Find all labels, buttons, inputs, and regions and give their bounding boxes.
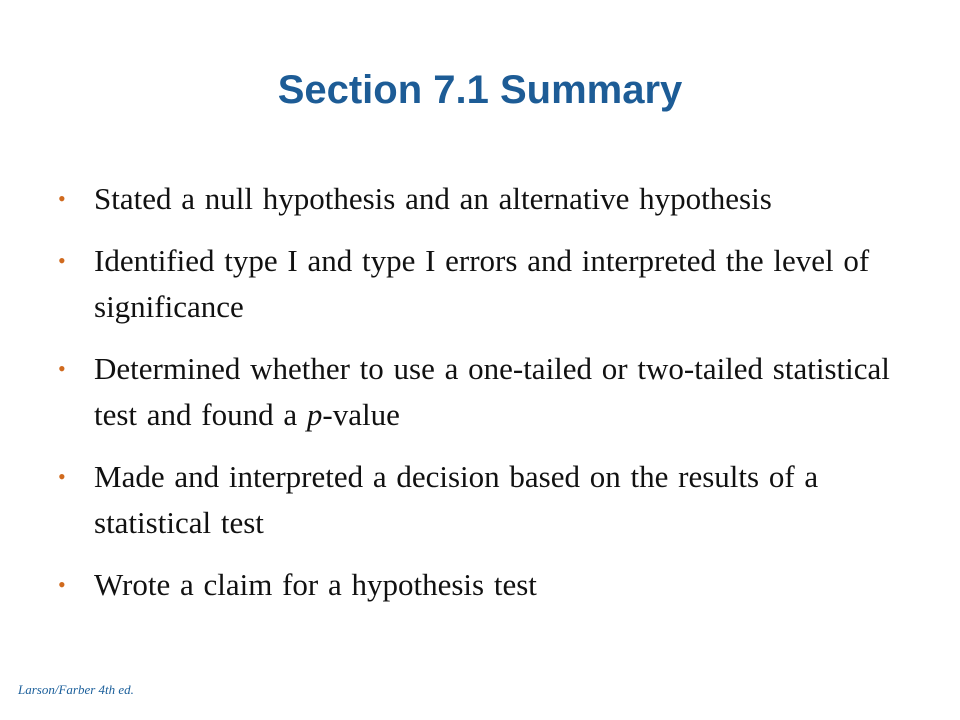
bullet-marker: •	[58, 356, 66, 381]
bullet-item	[58, 346, 908, 438]
bullet-text: Made and interpreted a decision based on the results of a statistical test	[94, 459, 819, 540]
bullet-text: Identified type I and type I errors and interpreted the level of significance	[94, 243, 870, 324]
bullet-item	[58, 454, 908, 546]
bullet-text-after: -value	[322, 397, 400, 432]
bullet-item	[58, 238, 908, 330]
bullet-marker: •	[58, 464, 66, 489]
footer-credit: Larson/Farber 4th ed.	[18, 682, 134, 697]
bullet-marker: •	[58, 248, 66, 273]
bullet-text-before: Determined whether to use a one-tailed or two-tailed statistical test and found a	[94, 351, 890, 432]
slide-title: Section 7.1 Summary	[277, 68, 683, 112]
bullet-list	[58, 176, 908, 624]
p-italic: p	[306, 397, 323, 432]
bullet-text	[94, 346, 908, 438]
bullet-text: Wrote a claim for a hypothesis test	[94, 567, 537, 602]
bullet-marker: •	[58, 186, 66, 211]
bullet-text: Stated a null hypothesis and an alternative hypothesis	[94, 181, 772, 216]
bullet-item	[58, 562, 908, 608]
bullet-item	[58, 176, 908, 222]
bullet-marker: •	[58, 572, 66, 597]
